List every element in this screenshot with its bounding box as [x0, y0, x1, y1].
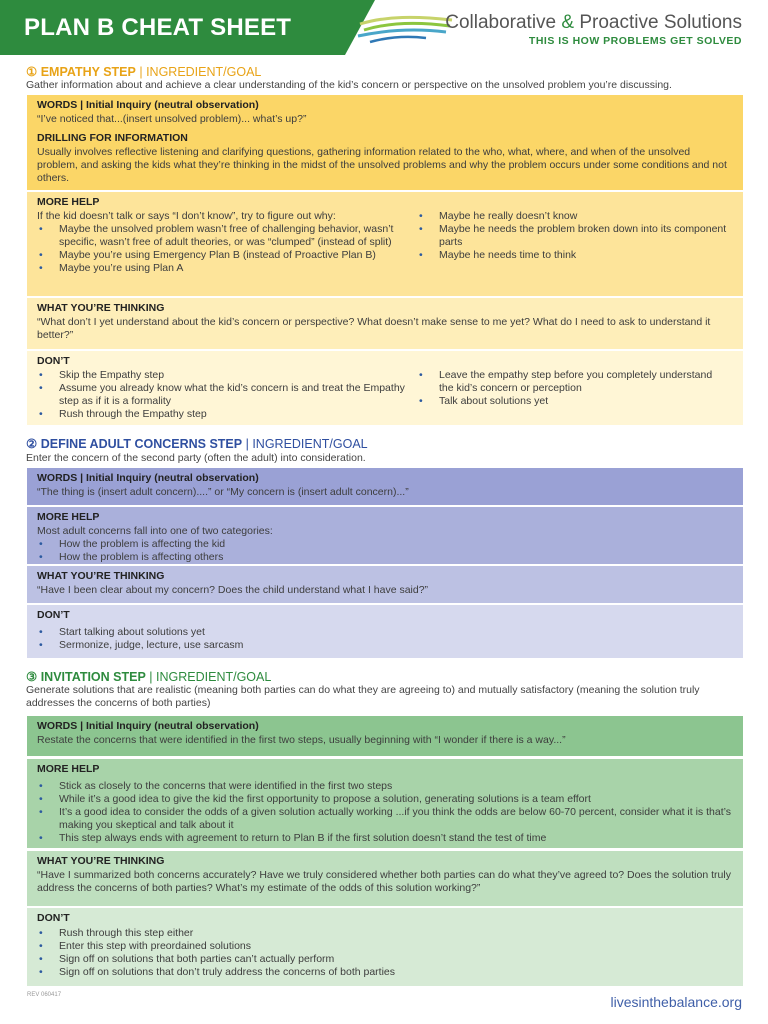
list-item: • Stick as closely to the concerns that were identified in the first two steps	[37, 780, 733, 793]
page-title: PLAN B CHEAT SHEET	[24, 14, 292, 41]
list-item: • This step always ends with agreement to return to Plan B if the first solution doesn’t stand the test of time	[37, 832, 733, 845]
step2-heading: ② DEFINE ADULT CONCERNS STEP | INGREDIENT/GOAL	[26, 437, 368, 451]
step1-heading: ① EMPATHY STEP | INGREDIENT/GOAL	[26, 65, 262, 79]
step2-dont-list	[37, 626, 733, 652]
list-item: • Talk about solutions yet	[417, 395, 727, 408]
brand-name: Collaborative & Proactive Solutions	[445, 12, 742, 33]
step1-dont-left-list	[37, 369, 417, 421]
step3-thinking-heading: WHAT YOU’RE THINKING	[37, 855, 165, 867]
step1-drilling-heading: DRILLING FOR INFORMATION	[37, 132, 188, 144]
step3-thinking-text: “Have I summarized both concerns accurately? Have we truly considered whether both parties can do what they’ve agreed to? Does the solution truly address the concerns of both parties? What’s my estimate of the odds of this solution working?”	[37, 869, 731, 894]
website-link[interactable]: livesinthebalance.org	[610, 994, 742, 1010]
list-item: • Skip the Empathy step	[37, 369, 417, 382]
list-item: • Rush through the Empathy step	[37, 408, 417, 421]
step2-description: Enter the concern of the second party (often the adult) into consideration.	[26, 452, 366, 464]
step3-more-help-box	[27, 759, 743, 848]
header	[0, 0, 768, 55]
step1-words-text: “I’ve noticed that...(insert unsolved problem)... what’s up?”	[37, 113, 307, 125]
step2-thinking-text: “Have I been clear about my concern? Does the child understand what I have said?”	[37, 584, 429, 596]
list-item: • Enter this step with preordained solutions	[37, 940, 733, 953]
step2-words-box	[27, 468, 743, 505]
step2-more-help-list	[37, 538, 733, 564]
step3-words-heading: WORDS | Initial Inquiry (neutral observation)	[37, 720, 259, 732]
step1-dont-box	[27, 351, 743, 425]
list-item: • It’s a good idea to consider the odds of a given solution actually working ...if you think the odds are below 60-70 percent, consider what it is that’s making you skeptical and talk about it	[37, 806, 733, 832]
step1-description: Gather information about and achieve a clear understanding of the kid’s concern or perspective on the unsolved problem you’re discussing.	[26, 79, 672, 91]
list-item: • Maybe you’re using Emergency Plan B (instead of Proactive Plan B)	[37, 249, 417, 262]
step2-thinking-box	[27, 566, 743, 603]
step1-more-help-heading: MORE HELP	[37, 196, 100, 208]
step1-thinking-heading: WHAT YOU’RE THINKING	[37, 302, 165, 314]
list-item: • Assume you already know what the kid’s concern is and treat the Empathy step as if it is a formality	[37, 382, 417, 408]
step1-dont-right-list	[417, 369, 727, 408]
step3-description: Generate solutions that are realistic (meaning both parties can do what they are agreeing to) and mutually satisfactory (meaning the solution truly addresses the concerns of both parties)	[26, 684, 700, 709]
step1-words-heading: WORDS | Initial Inquiry (neutral observation)	[37, 99, 259, 111]
step3-dont-list	[37, 927, 733, 979]
step3-more-help-heading: MORE HELP	[37, 763, 100, 775]
step1-thinking-box	[27, 298, 743, 349]
list-item: • Sign off on solutions that don’t truly address the concerns of both parties	[37, 966, 733, 979]
list-item: • Maybe he needs the problem broken down into its component parts	[417, 223, 727, 249]
step2-dont-heading: DON’T	[37, 609, 70, 621]
step3-thinking-box	[27, 851, 743, 906]
step1-more-help-box	[27, 192, 743, 296]
list-item: • Maybe he needs time to think	[417, 249, 727, 262]
step2-words-heading: WORDS | Initial Inquiry (neutral observation)	[37, 472, 259, 484]
brand-logo-icon	[356, 12, 456, 48]
step1-more-help-left-list	[37, 223, 417, 275]
list-item: • Start talking about solutions yet	[37, 626, 733, 639]
step3-dont-box	[27, 908, 743, 986]
step2-more-help-heading: MORE HELP	[37, 511, 100, 523]
step3-more-help-list	[37, 780, 733, 845]
step1-dont-heading: DON’T	[37, 355, 70, 367]
step2-dont-box	[27, 605, 743, 658]
step2-words-text: “The thing is (insert adult concern)....” or “My concern is (insert adult concern)...”	[37, 486, 409, 498]
step3-dont-heading: DON’T	[37, 912, 70, 924]
step1-thinking-text: “What don’t I yet understand about the kid’s concern or perspective? What doesn’t make sense to me yet? What do I need to ask to understand it better?”	[37, 316, 711, 341]
step1-words-box	[27, 95, 743, 190]
list-item: • Maybe he really doesn’t know	[417, 210, 727, 223]
list-item: • Sermonize, judge, lecture, use sarcasm	[37, 639, 733, 652]
list-item: • Leave the empathy step before you completely understand the kid’s concern or perception	[417, 369, 727, 395]
list-item: • How the problem is affecting the kid	[37, 538, 733, 551]
step2-more-help-box	[27, 507, 743, 564]
list-item: • Maybe you’re using Plan A	[37, 262, 417, 275]
list-item: • Maybe the unsolved problem wasn’t free of challenging behavior, wasn’t specific, wasn’t free of adult theories, or was “clumped” (instead of split)	[37, 223, 417, 249]
step3-words-box	[27, 716, 743, 756]
list-item: • Sign off on solutions that both parties can’t actually perform	[37, 953, 733, 966]
step1-more-help-intro: If the kid doesn’t talk or says “I don’t know”, try to figure out why:	[37, 210, 336, 222]
list-item: • How the problem is affecting others	[37, 551, 733, 564]
step1-drilling-text: Usually involves reflective listening and clarifying questions, gathering information related to the who, what, where, and when of the unsolved problem, and asking the kids what they’re thinking in the midst of the unsolved problems and why the problem occurs under some conditions and not others.	[37, 146, 727, 184]
revision-label: REV 060417	[27, 992, 62, 998]
step3-words-text: Restate the concerns that were identified in the first two steps, usually beginning with “I wonder if there is a way...”	[37, 734, 566, 746]
tagline: THIS IS HOW PROBLEMS GET SOLVED	[528, 35, 742, 47]
step2-more-help-intro: Most adult concerns fall into one of two categories:	[37, 525, 273, 537]
step1-more-help-right-list	[417, 210, 727, 262]
list-item: • Rush through this step either	[37, 927, 733, 940]
step2-thinking-heading: WHAT YOU’RE THINKING	[37, 570, 165, 582]
list-item: • While it’s a good idea to give the kid the first opportunity to propose a solution, generating solutions is a team effort	[37, 793, 733, 806]
step3-heading: ③ INVITATION STEP | INGREDIENT/GOAL	[26, 670, 272, 684]
